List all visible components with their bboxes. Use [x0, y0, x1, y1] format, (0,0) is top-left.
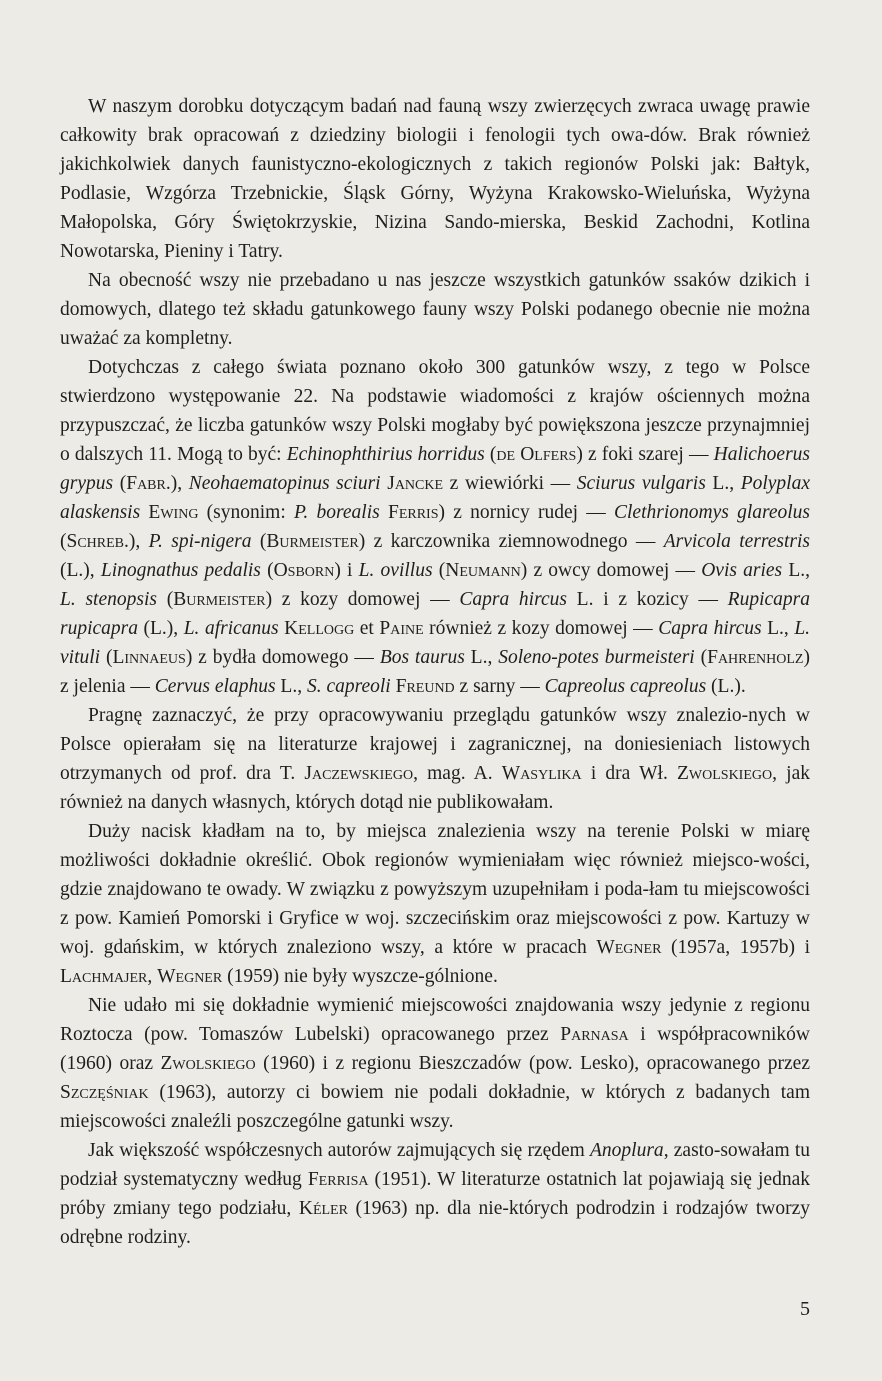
species-name: S. capreoli — [306, 676, 391, 697]
text: L. i z kozicy — — [566, 589, 728, 610]
text: ( — [484, 444, 497, 465]
text: Dotychczas z całego świata poznano około 300 gatunków wszy, z tego w Polsce stwierdzono występowanie 22. Na podstawie wiadomości z krajów ościennych można przypuszczać, że liczba gatunków wszy Polski mogłaby być powiększona jeszcze przynajmniej o dalszych 11. Mogą to być: — [60, 357, 810, 465]
species-name: Linognathus pedalis — [100, 560, 261, 581]
author-name: Osborn — [273, 560, 335, 581]
text: ( — [156, 589, 174, 610]
author-name: Ferrisa — [307, 1169, 369, 1190]
author-name: Parnasa — [560, 1024, 629, 1045]
text: ) z karczownika ziemnowodnego — — [358, 531, 664, 552]
text: (1963), autorzy ci bowiem nie podali dokładnie, w których z badanych tam miejscowości znaleźli poszczególne gatunki wszy. — [60, 1082, 810, 1132]
author-name: Lachmajer — [60, 966, 148, 987]
species-name: Neohaematopinus sciuri — [188, 473, 381, 494]
author-name: Neumann — [445, 560, 521, 581]
text: (L.). — [706, 676, 746, 697]
text: (L.), — [60, 560, 101, 581]
page-number: 5 — [800, 1298, 810, 1320]
text: L., — [705, 473, 741, 494]
author-name: Ewing — [148, 502, 199, 523]
paragraph-5 — [60, 817, 810, 991]
text: ( — [251, 531, 267, 552]
species-name: Sciurus vulgaris — [576, 473, 706, 494]
text: Pragnę zaznaczyć, że przy opracowywaniu przeglądu gatunków wszy znalezio-nych w Polsce opierałam się na literaturze krajowej i zagranicznej, na doniesieniach listowych otrzymanych od prof. dra T. — [60, 705, 810, 784]
text: ( — [694, 647, 708, 668]
author-name: Freund — [395, 676, 455, 697]
species-name: Clethrionomys glareolus — [614, 502, 811, 523]
paragraph-6 — [60, 991, 810, 1136]
species-name: Echinophthirius horridus — [286, 444, 485, 465]
paragraph-2: Na obecność wszy nie przebadano u nas jeszcze wszystkich gatunków ssaków dzikich i domowych, dlatego też składu gatunkowego fauny wszy Polski podanego obecnie nie można uważać za kompletny. — [60, 270, 810, 349]
text: ) z kozy domowej — — [265, 589, 460, 610]
author-name: Kéler — [298, 1198, 348, 1219]
author-name: de Olfers — [496, 444, 577, 465]
paragraph-1: W naszym dorobku dotyczącym badań nad fauną wszy zwierzęcych zwraca uwagę prawie całkowity brak opracowań z dziedziny biologii i fenologii tych owa-dów. Brak również jakichkolwiek danych faunistyczno-ekologicznych z takich regionów Polski jak: Bałtyk, Podlasie, Wzgórza Trzebnickie, Śląsk Górny, Wyżyna Krakowsko-Wieluńska, Wyżyna Małopolska, Góry Świętokrzyskie, Nizina Sando-mierska, Beskid Zachodni, Kotlina Nowotarska, Pieniny i Tatry. — [60, 96, 810, 262]
text: ( — [432, 560, 446, 581]
text: i dra Wł. — [581, 763, 677, 784]
page-body — [60, 92, 810, 1252]
species-name: Capra hircus — [459, 589, 567, 610]
author-name: Paine — [379, 618, 424, 639]
text: Duży nacisk kładłam na to, by miejsca znalezienia wszy na terenie Polski w miarę możliwości dokładnie określić. Obok regionów wymieniałam więc również miejsco-wości, gdzie znajdowano te owady. W związku z powyższym uzupełniłam i poda-łam tu miejscowości z pow. Kamień Pomorski i Gryfice w woj. szczecińskim oraz miejscowości z pow. Kartuzy w woj. gdańskim, w których znaleziono wszy, a które w pracach — [60, 821, 810, 958]
species-name: Capreolus capreolus — [544, 676, 707, 697]
species-name: P. borealis — [294, 502, 380, 523]
text: , — [147, 966, 158, 987]
text: z sarny — — [454, 676, 545, 697]
text: ( — [260, 560, 274, 581]
text: ( — [100, 647, 113, 668]
author-name: Schreb. — [66, 531, 129, 552]
author-name: Jancke — [387, 473, 444, 494]
author-name: Fabr. — [126, 473, 171, 494]
text: ) z bydła domowego — — [185, 647, 380, 668]
text: L., — [275, 676, 307, 697]
author-name: Wegner — [157, 966, 223, 987]
text: L., — [464, 647, 499, 668]
species-name: Capra hircus — [658, 618, 762, 639]
species-name: L. stenopsis — [60, 589, 157, 610]
author-name: Jaczewskiego — [304, 763, 414, 784]
author-name: Burmeister — [173, 589, 266, 610]
text: ( — [113, 473, 127, 494]
species-name: Cervus elaphus — [154, 676, 276, 697]
text: (1963) np. dla nie-których podrodzin i rodzajów tworzy odrębne rodziny. — [60, 1198, 810, 1248]
text: z wiewiórki — — [443, 473, 577, 494]
author-name: Linnaeus — [112, 647, 186, 668]
author-name: Burmeister — [266, 531, 359, 552]
species-name: Polyplax alaskensis — [60, 473, 811, 523]
species-name: P. spi-nigera — [148, 531, 252, 552]
text: Jak większość współczesnych autorów zajmujących się rzędem — [88, 1140, 591, 1161]
text: , zasto-sowałam tu podział systematyczny według — [60, 1140, 810, 1190]
text: również z kozy domowej — — [423, 618, 659, 639]
paragraph-4 — [60, 701, 810, 817]
text: (1951). W literaturze ostatnich lat pojawiają się jednak próby zmiany tego podziału, — [60, 1169, 810, 1219]
text: ) z jelenia — — [60, 647, 810, 697]
text — [380, 502, 388, 523]
species-name: L. ovillus — [358, 560, 433, 581]
text: et — [354, 618, 380, 639]
author-name: Zwolskiego — [677, 763, 773, 784]
text: Nie udało mi się dokładnie wymienić miejscowości znajdowania wszy jedynie z regionu Roztocza (pow. Tomaszów Lubelski) opracowanego przez — [60, 995, 810, 1045]
text: ) z nornicy rudej — — [438, 502, 614, 523]
species-name: Rupicapra rupicapra — [60, 589, 810, 639]
author-name: Kellogg — [284, 618, 355, 639]
text: ), — [128, 531, 149, 552]
author-name: Wegner — [596, 937, 662, 958]
text: L., — [761, 618, 795, 639]
text: (1960) i z regionu Bieszczadów (pow. Lesko), opracowanego przez — [255, 1053, 810, 1074]
species-name: L. vituli — [60, 618, 811, 668]
text: L., — [782, 560, 810, 581]
author-name: Wasylika — [501, 763, 582, 784]
author-name: Szczęśniak — [60, 1082, 149, 1103]
text: , mag. A. — [413, 763, 502, 784]
species-name: Ovis aries — [701, 560, 783, 581]
author-name: Fahrenholz — [707, 647, 804, 668]
paragraph-7 — [60, 1136, 810, 1252]
paragraph-3 — [60, 353, 810, 701]
text: (1957a, 1957b) i — [661, 937, 810, 958]
text: i współpracowników (1960) oraz — [60, 1024, 810, 1074]
text: (L.), — [138, 618, 184, 639]
text: ), — [170, 473, 189, 494]
species-name: L. africanus — [183, 618, 279, 639]
species-name: Arvicola terrestris — [663, 531, 811, 552]
text: (synonim: — [198, 502, 295, 523]
text: ( — [60, 531, 67, 552]
author-name: Zwolskiego — [160, 1053, 256, 1074]
species-name: Soleno-potes burmeisteri — [498, 647, 695, 668]
text: (1959) nie były wyszcze-gólnione. — [222, 966, 498, 987]
text: ) i — [334, 560, 359, 581]
text: ) z owcy domowej — — [520, 560, 702, 581]
species-name: Halichoerus grypus — [60, 444, 811, 494]
text: , jak również na danych własnych, których dotąd nie publikowałam. — [60, 763, 810, 813]
taxon-name: Anoplura — [590, 1140, 664, 1161]
text: ) z foki szarej — — [576, 444, 714, 465]
author-name: Ferris — [387, 502, 439, 523]
species-name: Bos taurus — [379, 647, 465, 668]
